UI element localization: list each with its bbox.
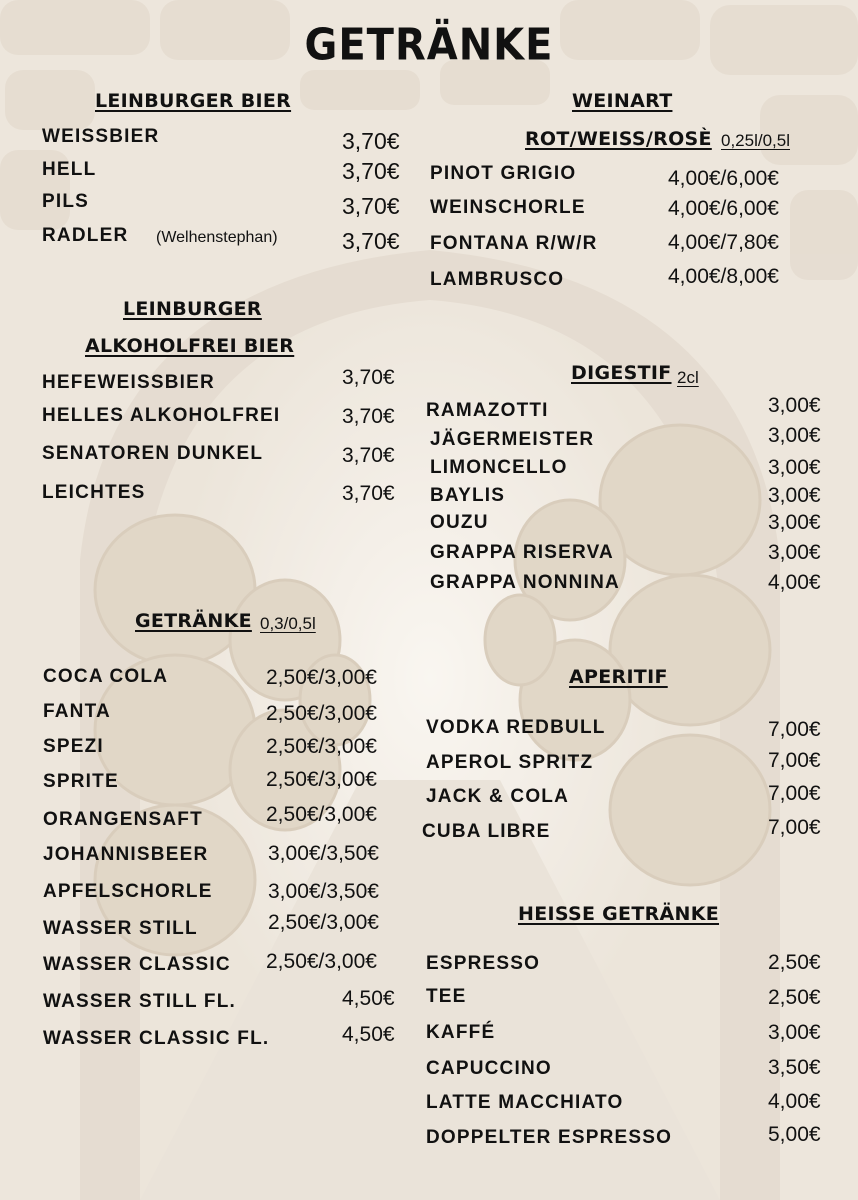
- menu-item-price: 3,00€/3,50€: [268, 880, 379, 903]
- menu-item-price: 7,00€: [768, 718, 821, 741]
- menu-item-name: BAYLIS: [430, 485, 506, 506]
- menu-item-price: 3,00€: [768, 394, 821, 417]
- menu-item-name: GRAPPA RISERVA: [430, 542, 614, 563]
- menu-item-price: 3,00€: [768, 541, 821, 564]
- menu-item-name: TEE: [426, 986, 467, 1007]
- menu-item-name: HEFEWEISSBIER: [42, 372, 215, 393]
- menu-item-name: LATTE MACCHIATO: [426, 1092, 624, 1113]
- menu-item-price: 3,70€: [342, 128, 400, 154]
- menu-item-price: 5,00€: [768, 1123, 821, 1146]
- menu-item-name: WASSER CLASSIC: [43, 954, 231, 975]
- menu-item-price: 4,50€: [342, 987, 395, 1010]
- menu-item-price: 3,00€: [768, 1021, 821, 1044]
- menu-item-price: 4,00€: [768, 1090, 821, 1113]
- menu-item-price: 2,50€/3,00€: [266, 950, 377, 973]
- menu-item-price: 2,50€/3,00€: [266, 803, 377, 826]
- menu-item-name: DOPPELTER ESPRESSO: [426, 1127, 673, 1148]
- menu-item-name: HELLES ALKOHOLFREI: [42, 405, 281, 426]
- menu-item-price: 3,70€: [342, 366, 395, 389]
- menu-item-price: 3,00€: [768, 456, 821, 479]
- section-size-digestif: 2cl: [677, 368, 699, 387]
- menu-item-name: PILS: [42, 191, 90, 212]
- menu-item-price: 3,70€: [342, 193, 400, 219]
- menu-item-price: 3,70€: [342, 158, 400, 184]
- menu-item-price: 3,70€: [342, 228, 400, 254]
- menu-item-name: RADLER: [42, 225, 129, 246]
- section-heading-getraenke: GETRÄNKE: [135, 610, 252, 632]
- menu-item-name: OUZU: [430, 512, 489, 533]
- section-size-weinart: 0,25l/0,5l: [721, 131, 790, 150]
- menu-item-price: 4,00€/8,00€: [668, 265, 779, 288]
- menu-item-name: JOHANNISBEER: [43, 844, 209, 865]
- menu-item-name: GRAPPA NONNINA: [430, 572, 620, 593]
- menu-item-name: WASSER STILL FL.: [43, 991, 237, 1012]
- menu-item-name: VODKA REDBULL: [426, 717, 606, 738]
- menu-item-name: APEROL SPRITZ: [426, 752, 594, 773]
- menu-item-price: 2,50€/3,00€: [266, 768, 377, 791]
- menu-item-name: PINOT GRIGIO: [430, 163, 577, 184]
- menu-item-name: APFELSCHORLE: [43, 881, 213, 902]
- menu-item-name: WEINSCHORLE: [430, 197, 586, 218]
- menu-item-price: 3,00€: [768, 484, 821, 507]
- menu-item-price: 3,00€: [768, 511, 821, 534]
- menu-item-name: FONTANA R/W/R: [430, 233, 598, 254]
- menu-item-price: 2,50€/3,00€: [266, 735, 377, 758]
- section-heading-alkoholfrei: LEINBURGER: [123, 298, 262, 320]
- menu-item-name: COCA COLA: [43, 666, 169, 687]
- menu-item-price: 4,00€/6,00€: [668, 197, 779, 220]
- menu-item-name: RAMAZOTTI: [426, 400, 549, 421]
- menu-item-name: SENATOREN DUNKEL: [42, 443, 264, 464]
- menu-item-price: 2,50€: [768, 951, 821, 974]
- menu-item-price: 3,50€: [768, 1056, 821, 1079]
- page-title: GETRÄNKE: [304, 19, 554, 71]
- menu-item-name: KAFFÉ: [426, 1022, 496, 1043]
- section-heading-bier: LEINBURGER BIER: [95, 90, 292, 112]
- menu-item-price: 4,00€/7,80€: [668, 231, 779, 254]
- menu-item-name: ORANGENSAFT: [43, 809, 203, 830]
- menu-item-price: 7,00€: [768, 782, 821, 805]
- section-heading-heisse: HEISSE GETRÄNKE: [518, 903, 720, 925]
- section-heading-weinart: WEINART: [572, 90, 673, 112]
- menu-item-name: WASSER CLASSIC FL.: [43, 1028, 270, 1049]
- menu-item-name: SPEZI: [43, 736, 104, 757]
- menu-item-name: ESPRESSO: [426, 953, 541, 974]
- menu-item-price: 3,70€: [342, 405, 395, 428]
- menu-item-price: 3,70€: [342, 482, 395, 505]
- menu-item-note: (Welhenstephan): [156, 229, 278, 246]
- menu-item-name: HELL: [42, 159, 97, 180]
- menu-item-name: JACK & COLA: [426, 786, 570, 807]
- menu-item-price: 4,00€/6,00€: [668, 167, 779, 190]
- section-heading-alkoholfrei-line2: ALKOHOLFREI BIER: [85, 335, 295, 357]
- menu-item-price: 4,00€: [768, 571, 821, 594]
- section-subheading-weinart: ROT/WEISS/ROSÈ: [525, 128, 712, 150]
- menu-item-price: 7,00€: [768, 749, 821, 772]
- menu-item-name: LAMBRUSCO: [430, 269, 565, 290]
- menu-item-name: WASSER STILL: [43, 918, 198, 939]
- menu-item-price: 2,50€/3,00€: [266, 666, 377, 689]
- menu-item-price: 2,50€/3,00€: [266, 702, 377, 725]
- menu-item-price: 3,00€/3,50€: [268, 842, 379, 865]
- menu-item-name: LIMONCELLO: [430, 457, 568, 478]
- menu-item-price: 2,50€/3,00€: [268, 911, 379, 934]
- menu-item-name: SPRITE: [43, 771, 119, 792]
- menu-item-price: 3,70€: [342, 444, 395, 467]
- menu-item-price: 2,50€: [768, 986, 821, 1009]
- menu-item-name: JÄGERMEISTER: [430, 429, 595, 450]
- section-size-getraenke: 0,3/0,5l: [260, 614, 316, 633]
- menu-item-name: FANTA: [43, 701, 111, 722]
- menu-item-price: 3,00€: [768, 424, 821, 447]
- menu-item-name: WEISSBIER: [42, 126, 160, 147]
- menu-item-name: CUBA LIBRE: [422, 821, 551, 842]
- menu-item-name: LEICHTES: [42, 482, 146, 503]
- section-heading-aperitif: APERITIF: [569, 666, 668, 688]
- menu-item-name: CAPUCCINO: [426, 1058, 552, 1079]
- menu-item-price: 7,00€: [768, 816, 821, 839]
- menu-item-price: 4,50€: [342, 1023, 395, 1046]
- section-heading-digestif: DIGESTIF: [571, 362, 672, 384]
